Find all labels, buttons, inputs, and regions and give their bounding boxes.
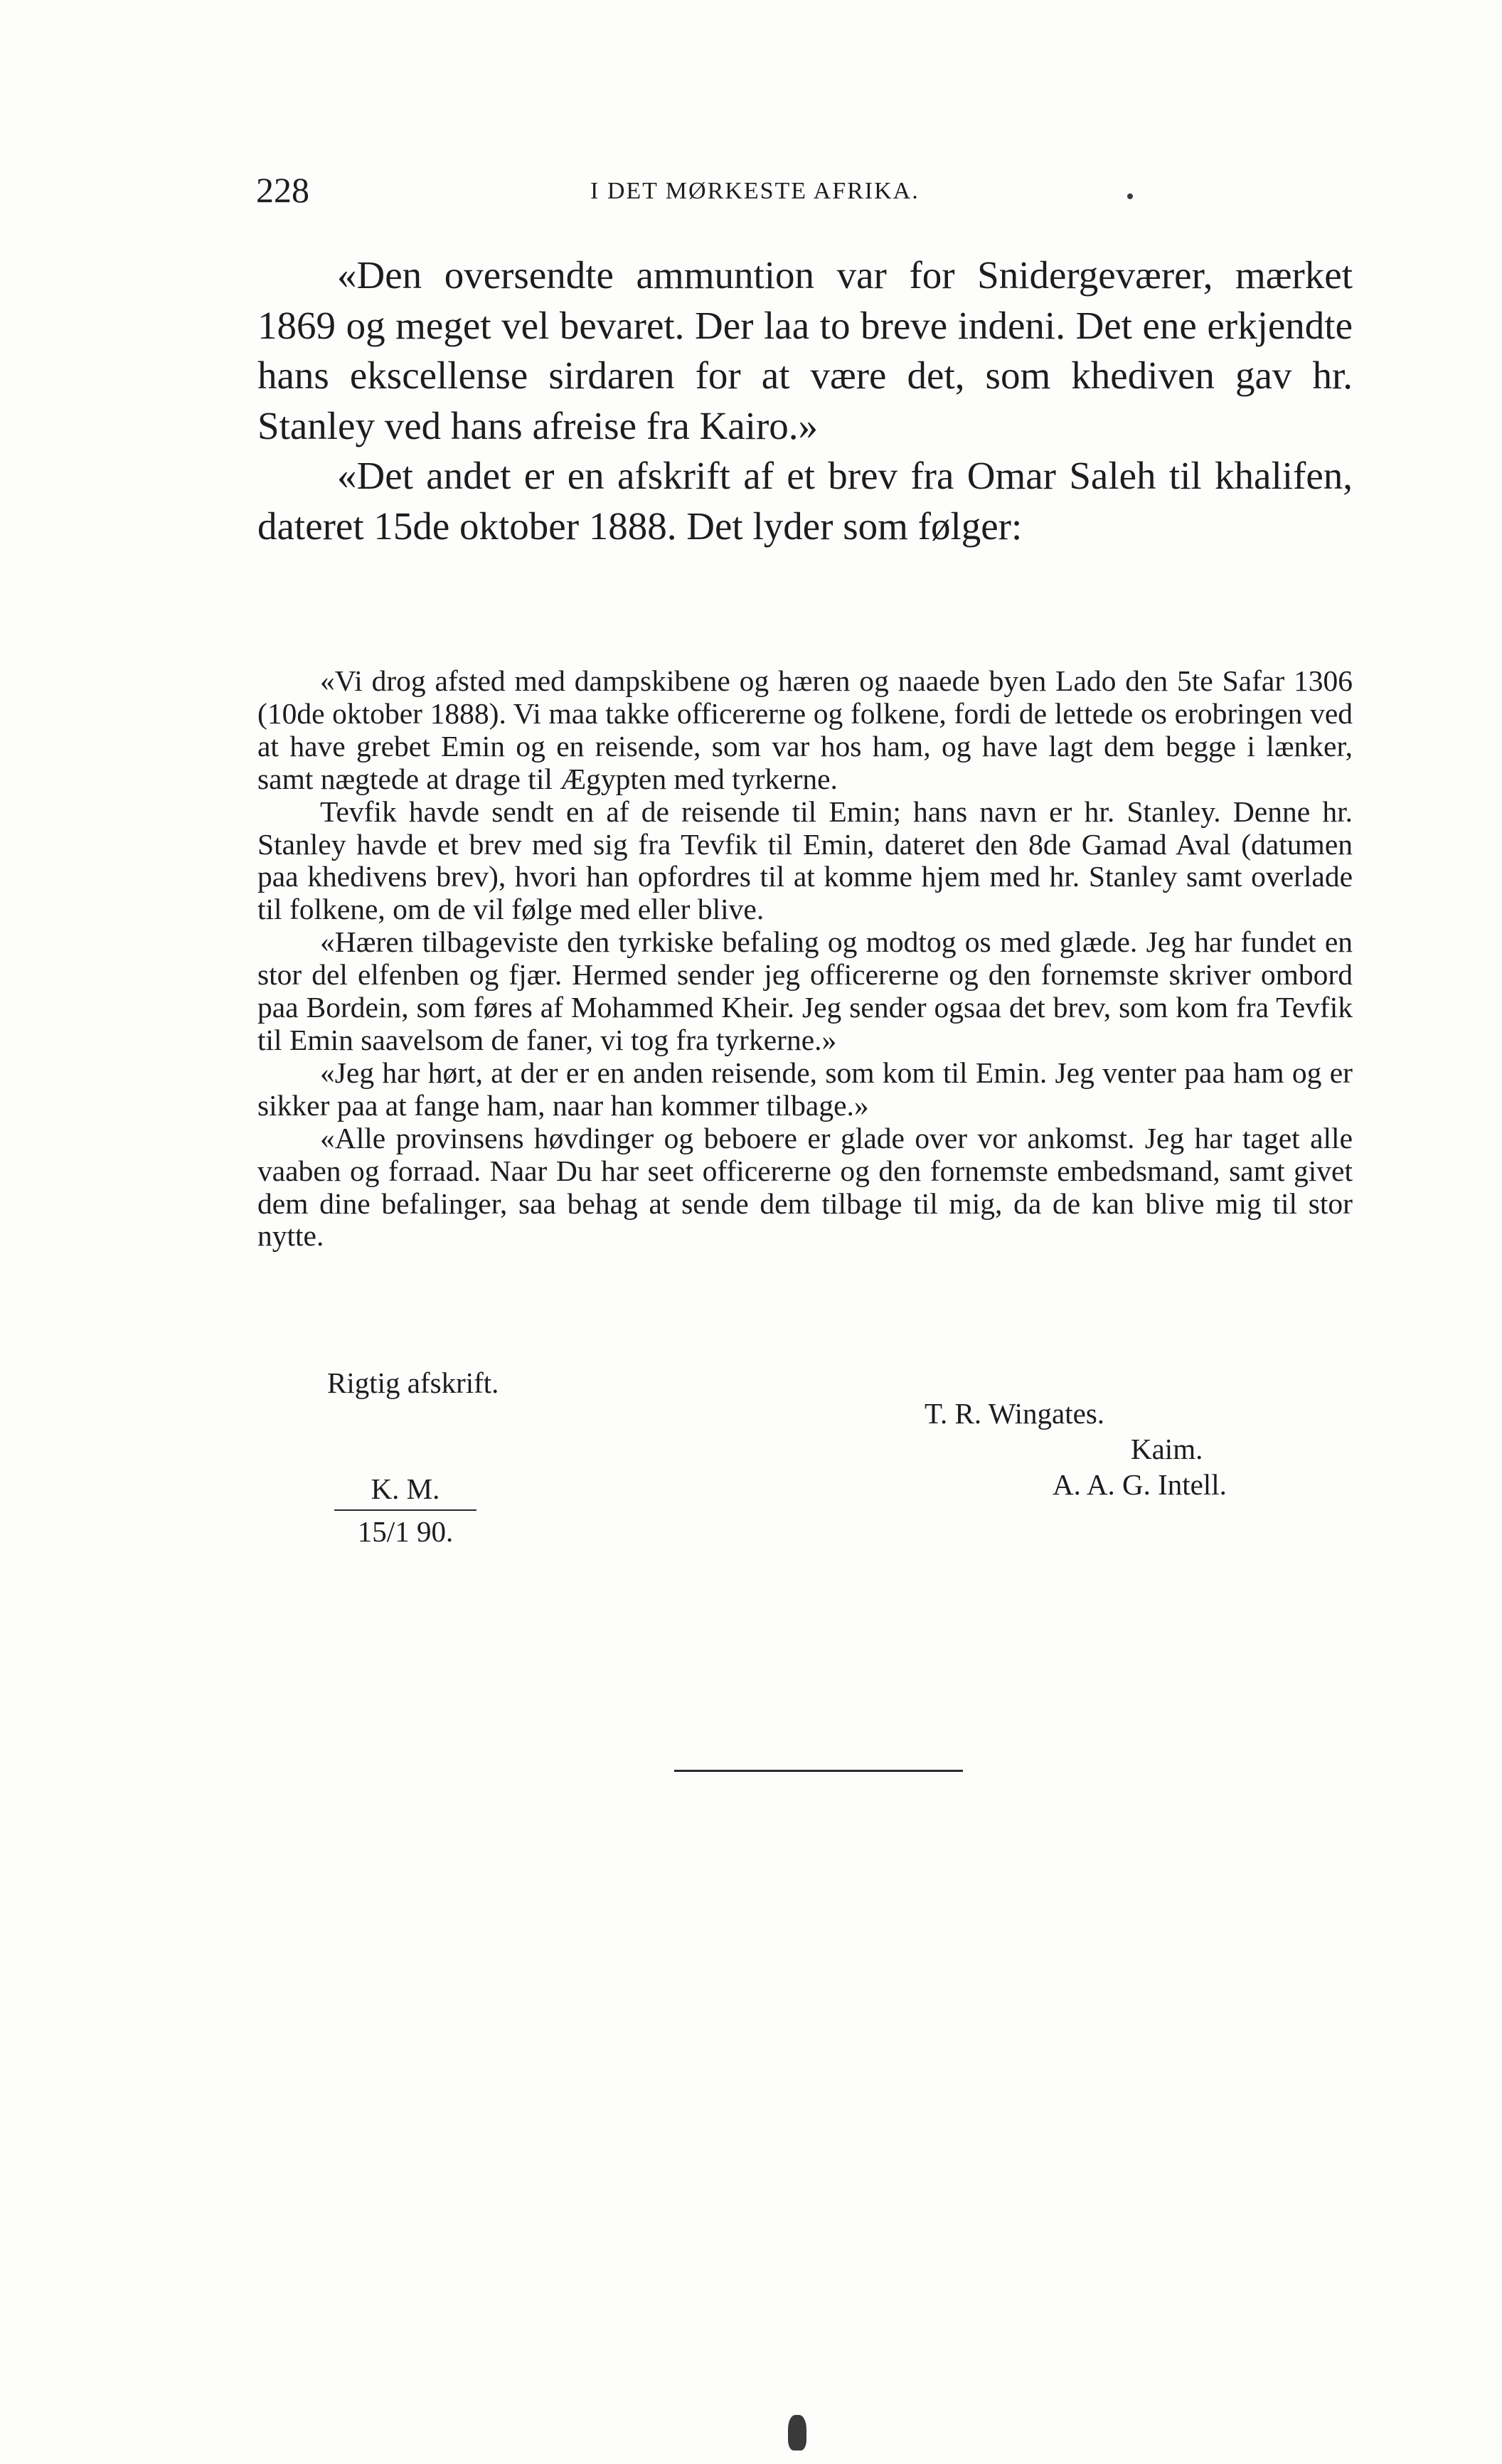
signer-department: A. A. G. Intell.	[1053, 1468, 1227, 1501]
body-paragraph: «Det andet er en afskrift af et brev fra Omar Saleh til khalifen, dateret 15de oktober 1888. Det lyder som følger:	[257, 454, 1353, 548]
initials-underline	[334, 1509, 476, 1511]
quoted-letter	[257, 665, 1353, 1253]
main-text	[257, 250, 1353, 551]
quote-paragraph: «Vi drog afsted med dampskibene og hæren og naaede byen Lado den 5te Safar 1306 (10de oktober 1888). Vi maa takke officererne og folkene, fordi de lettede os erobringen ved at have grebet Emin og en reisende, som var hos ham, og have lagt dem begge i lænker, samt nægtede at drage til Ægypten med tyrkerne.	[257, 664, 1353, 795]
paper-speck	[788, 2415, 806, 2450]
signer-title: Kaim.	[1131, 1433, 1203, 1465]
certification-line: Rigtig afskrift.	[327, 1366, 499, 1399]
quote-paragraph: «Hæren tilbageviste den tyrkiske befaling og modtog os med glæde. Jeg har fundet en stor del elfenben og fjær. Hermed sender jeg officererne og den fornemste skriver ombord paa Bordein, som føres af Mohammed Kheir. Jeg sender ogsaa det brev, som kom fra Tevfik til Emin saavelsom de faner, vi tog fra tyrkerne.»	[257, 925, 1353, 1056]
paper-speck	[1127, 193, 1133, 199]
end-rule	[674, 1770, 963, 1772]
signer-name: T. R. Wingates.	[925, 1397, 1105, 1430]
initials: K. M.	[371, 1472, 440, 1505]
date: 15/1 90.	[357, 1515, 454, 1548]
quote-paragraph: «Alle provinsens høvdinger og beboere er glade over vor ankomst. Jeg har taget alle vaaben og forraad. Naar Du har seet officererne og den fornemste embedsmand, samt givet dem dine befalinger, saa behag at sende dem tilbage til mig, da de kan blive mig til stor nytte.	[257, 1121, 1353, 1253]
initials-block	[334, 1471, 476, 1548]
running-head: I DET MØRKESTE AFRIKA.	[590, 178, 920, 204]
quote-paragraph: Tevfik havde sendt en af de reisende til Emin; hans navn er hr. Stanley. Denne hr. Stanley havde et brev med sig fra Tevfik til Emin, dateret den 8de Gamad Aval (datumen paa khedivens brev), hvori han opfordres til at komme hjem med hr. Stanley samt overlade til folkene, om de vil følge med eller blive.	[257, 795, 1353, 926]
signature-block	[925, 1396, 1351, 1502]
quote-paragraph: «Jeg har hørt, at der er en anden reisende, som kom til Emin. Jeg venter paa ham og er sikker paa at fange ham, naar han kommer tilbage.»	[257, 1056, 1353, 1122]
page-header	[256, 169, 1351, 212]
page-number: 228	[256, 170, 309, 210]
body-paragraph: «Den oversendte ammuntion var for Snidergeværer, mærket 1869 og meget vel bevaret. Der laa to breve indeni. Det ene erkjendte hans ekscellense sirdaren for at være det, som khediven gav hr. Stanley ved hans afreise fra Kairo.»	[257, 253, 1353, 447]
